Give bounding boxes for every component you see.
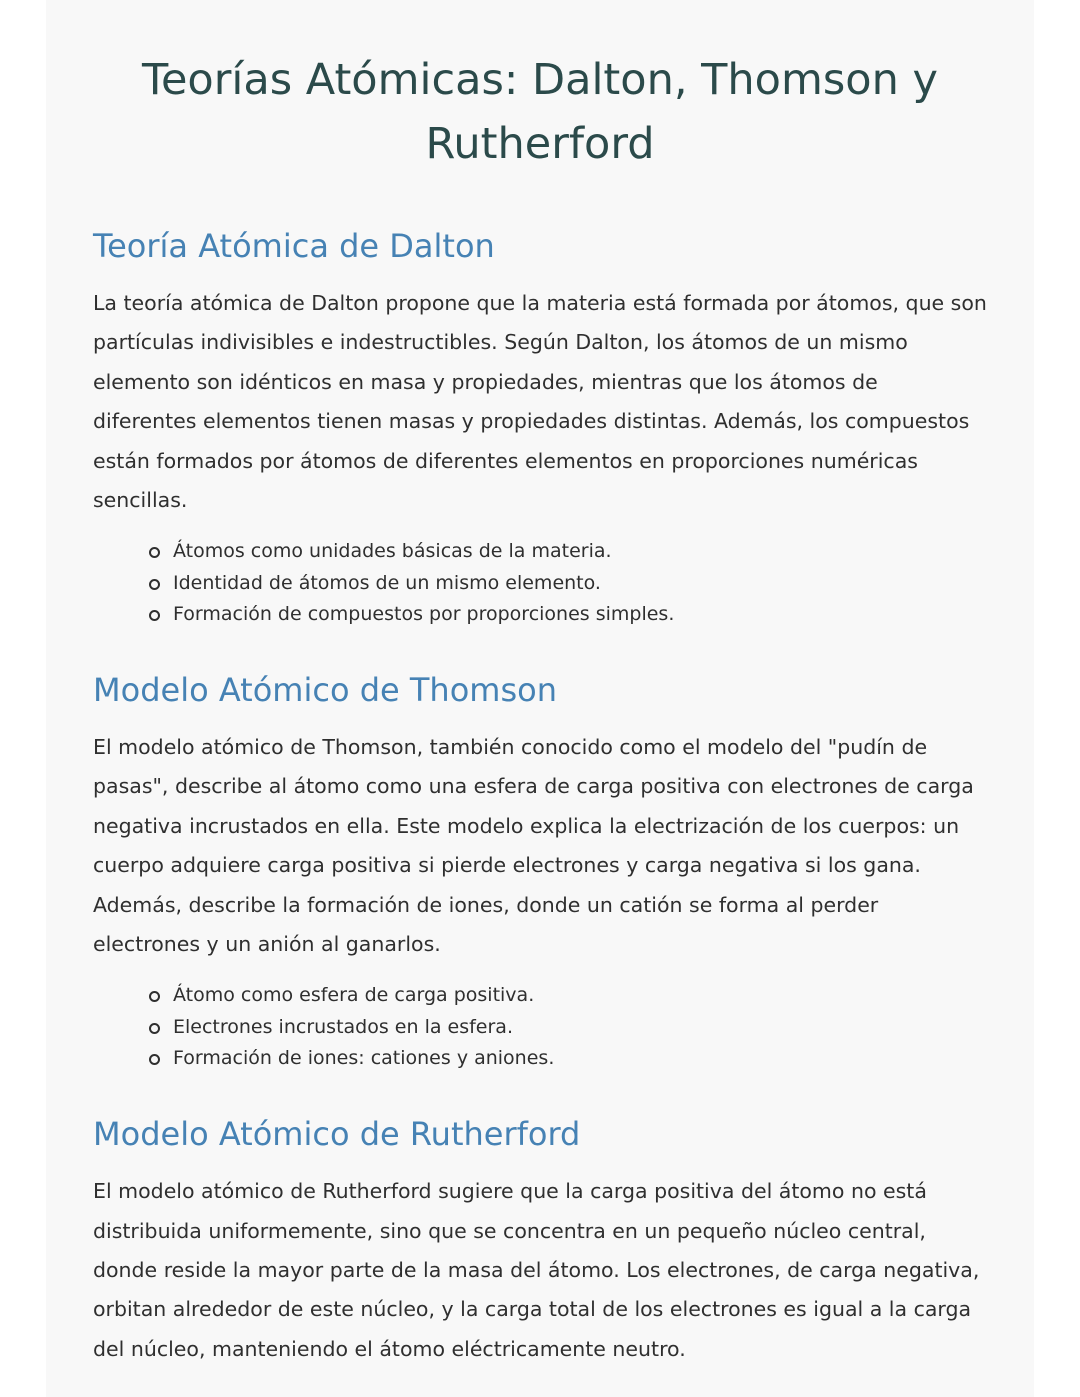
section-heading: Modelo Atómico de Rutherford xyxy=(93,1115,581,1154)
section-rutherford xyxy=(93,1112,987,1369)
section-dalton xyxy=(93,224,987,630)
section-heading: Modelo Atómico de Thomson xyxy=(93,671,557,710)
bullet-list xyxy=(93,536,987,630)
circle-bullet-icon xyxy=(149,1054,160,1065)
list-item: Átomos como unidades básicas de la materia. xyxy=(173,536,987,567)
document-page xyxy=(46,0,1034,1397)
circle-bullet-icon xyxy=(149,579,160,590)
section-heading: Teoría Atómica de Dalton xyxy=(93,227,495,265)
page-title: Teorías Atómicas: Dalton, Thomson y Rutherford xyxy=(142,55,938,169)
section-paragraph: El modelo atómico de Rutherford sugiere que la carga positiva del átomo no está distribuida uniformemente, sino que se concentra en un pequeño núcleo central, donde reside la mayor parte de la masa del átomo. Los electrones, de carga negativa, orbitan alrededor de este núcleo, y la carga total de los electrones es igual a la carga del núcleo, manteniendo el átomo eléctricamente neutro. xyxy=(93,1179,980,1361)
bullet-list xyxy=(93,980,987,1074)
list-item: Formación de iones: cationes y aniones. xyxy=(173,1043,987,1074)
section-paragraph: El modelo atómico de Thomson, también conocido como el modelo del "pudín de pasas", describe al átomo como una esfera de carga positiva con electrones de carga negativa incrustados en ella. Este modelo explica la electrización de los cuerpos: un cuerpo adquiere carga positiva si pierde electrones y carga negativa si los gana. Además, describe la formación de iones, donde un catión se forma al perder electrones y un anión al ganarlos. xyxy=(93,735,974,957)
circle-bullet-icon xyxy=(149,991,160,1002)
section-paragraph: La teoría atómica de Dalton propone que la materia está formada por átomos, que son partículas indivisibles e indestructibles. Según Dalton, los átomos de un mismo elemento son idénticos en masa y propiedades, mientras que los átomos de diferentes elementos tienen masas y propiedades distintas. Además, los compuestos están formados por átomos de diferentes elementos en proporciones numéricas sencillas. xyxy=(93,291,987,513)
list-item: Electrones incrustados en la esfera. xyxy=(173,1012,987,1043)
circle-bullet-icon xyxy=(149,1023,160,1034)
list-item: Formación de compuestos por proporciones simples. xyxy=(173,599,987,630)
circle-bullet-icon xyxy=(149,547,160,558)
section-thomson xyxy=(93,668,987,1074)
circle-bullet-icon xyxy=(149,610,160,621)
list-item: Identidad de átomos de un mismo elemento. xyxy=(173,568,987,599)
list-item: Átomo como esfera de carga positiva. xyxy=(173,980,987,1011)
